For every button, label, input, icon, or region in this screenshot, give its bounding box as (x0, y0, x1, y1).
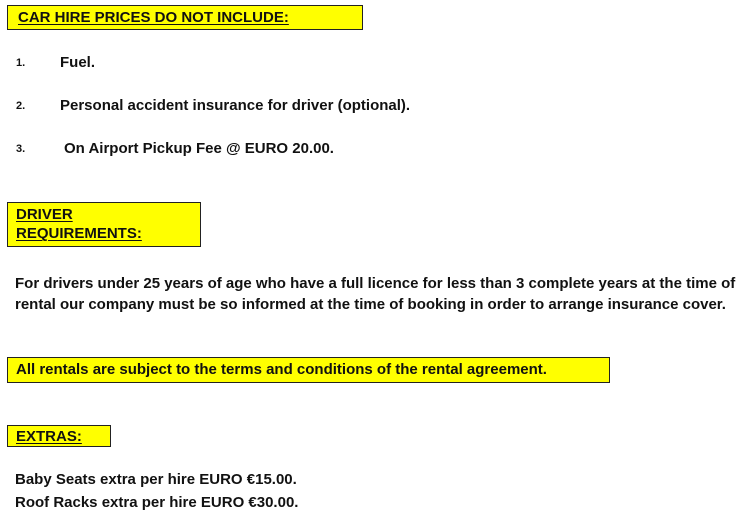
list-item-number: 3. (16, 143, 26, 155)
extra-item-baby-seats: Baby Seats extra per hire EURO €15.00. (15, 471, 297, 488)
requirements-heading-line1: DRIVER (16, 206, 73, 223)
exclusions-heading (7, 5, 363, 30)
list-item-text: On Airport Pickup Fee @ EURO 20.00. (64, 140, 334, 157)
terms-notice: All rentals are subject to the terms and conditions of the rental agreement. (7, 357, 610, 383)
list-item (16, 54, 95, 71)
exclusions-heading-text: CAR HIRE PRICES DO NOT INCLUDE: (18, 9, 289, 26)
list-item-number: 2. (16, 100, 26, 112)
list-item-text: Fuel. (60, 54, 96, 71)
extras-heading (7, 425, 111, 447)
list-item-number: 1. (16, 57, 26, 69)
requirements-heading (7, 202, 201, 247)
list-item (16, 140, 334, 157)
extras-heading-text: EXTRAS: (16, 428, 82, 445)
list-item (16, 97, 410, 114)
list-item-text: Personal accident insurance for driver (optional). (60, 97, 411, 114)
requirements-heading-line2: REQUIREMENTS: (16, 225, 142, 242)
requirements-paragraph: For drivers under 25 years of age who have a full licence for less than 3 complete years at the time of rental our company must be so informed at the time of booking in order to arrange insurance cover. (15, 275, 736, 313)
extra-item-roof-racks: Roof Racks extra per hire EURO €30.00. (15, 494, 299, 511)
